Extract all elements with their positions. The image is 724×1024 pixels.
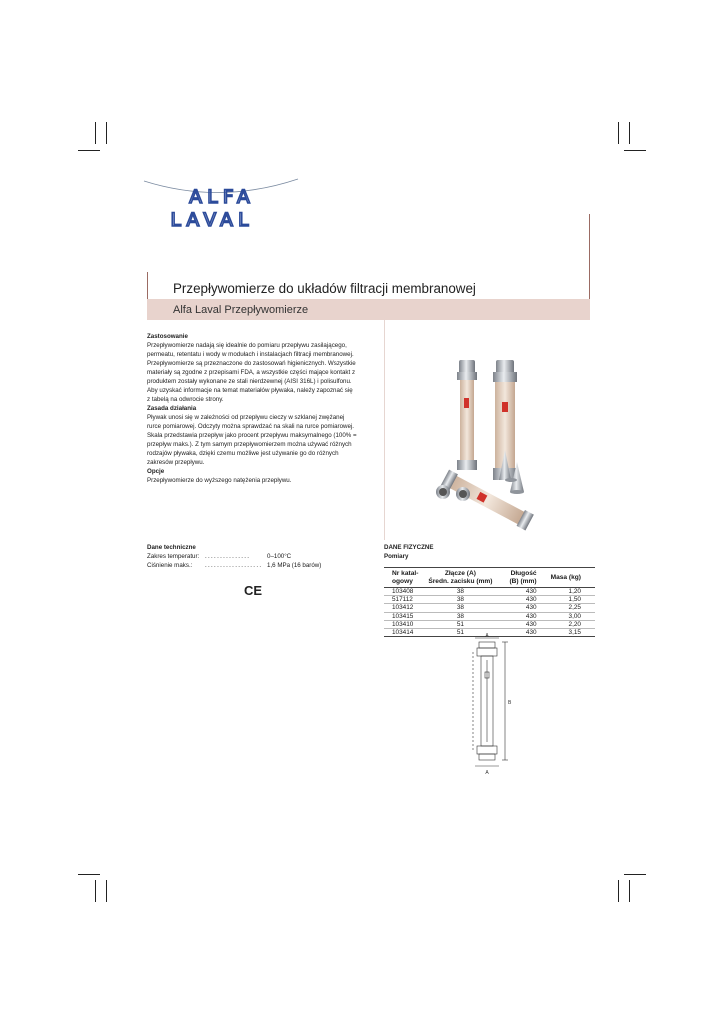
tech-label: Zakres temperatur: bbox=[147, 553, 200, 560]
section-text bbox=[147, 341, 363, 404]
table-row bbox=[384, 612, 595, 620]
cell-mass: 2,20 bbox=[543, 620, 595, 628]
cell-length: 430 bbox=[494, 588, 543, 596]
cell-mass: 1,50 bbox=[543, 596, 595, 604]
cell-clamp: 38 bbox=[427, 612, 494, 620]
crop-mark bbox=[618, 122, 619, 144]
table-row bbox=[384, 588, 595, 596]
section-heading: Zasada działania bbox=[147, 405, 197, 412]
cell-clamp: 51 bbox=[427, 629, 494, 637]
cell-length: 430 bbox=[494, 629, 543, 637]
section-text bbox=[147, 476, 363, 485]
col-header bbox=[543, 568, 595, 588]
crop-mark bbox=[618, 880, 619, 902]
logo-text-laval: LAVAL bbox=[170, 209, 254, 231]
col-header-line: Nr katal- bbox=[392, 570, 419, 577]
cell-mass: 3,00 bbox=[543, 612, 595, 620]
logo-text-alfa: ALFA bbox=[189, 186, 255, 208]
tech-value: 0–100°C bbox=[267, 553, 292, 560]
physical-data-heading bbox=[384, 543, 434, 561]
col-header bbox=[384, 568, 427, 588]
ce-mark: CE bbox=[244, 583, 263, 598]
section-text bbox=[147, 413, 363, 467]
crop-mark bbox=[95, 880, 96, 902]
cell-clamp: 38 bbox=[427, 588, 494, 596]
text-line: produktem zostały wykonane ze stali nierdzewnej (AISI 316L) i polisulfonu. bbox=[147, 378, 352, 385]
text-line: Przepływomierze nadają się idealnie do pomiaru przepływu zasilającego, bbox=[147, 342, 347, 349]
cell-length: 430 bbox=[494, 604, 543, 612]
dimension-drawing bbox=[455, 632, 525, 782]
physical-subheading: Pomiary bbox=[384, 553, 409, 560]
cell-clamp: 38 bbox=[427, 604, 494, 612]
cell-catalog: 103415 bbox=[384, 612, 427, 620]
text-line: Przepływomierze do wyższego natężenia przepływu. bbox=[147, 477, 292, 484]
crop-mark bbox=[106, 122, 107, 144]
text-line: rodzajów pływaka, dzięki czemu możliwe jest używanie go do różnych bbox=[147, 450, 339, 457]
col-header-line: ogowy bbox=[392, 578, 413, 585]
text-line: Aby uzyskać informacje na temat materiałów pływaka, należy zapoznać się bbox=[147, 387, 353, 394]
table-row bbox=[384, 604, 595, 612]
text-line: rurce pomiarowej. Odczyty można sprawdzać na skali na rurce pomiarowej. bbox=[147, 423, 355, 430]
table-row bbox=[384, 596, 595, 604]
cell-catalog: 103412 bbox=[384, 604, 427, 612]
description-column bbox=[147, 332, 363, 485]
section-heading: Opcje bbox=[147, 468, 165, 475]
crop-mark bbox=[78, 150, 100, 151]
crop-mark bbox=[629, 880, 630, 902]
text-line: z tabelą na odwrocie strony. bbox=[147, 396, 224, 403]
col-header-line: Średn. zacisku (mm) bbox=[428, 578, 493, 585]
cell-catalog: 103408 bbox=[384, 588, 427, 596]
col-header-line: Złącze (A) bbox=[444, 570, 476, 577]
table-row bbox=[384, 620, 595, 628]
col-header bbox=[494, 568, 543, 588]
cell-clamp: 51 bbox=[427, 620, 494, 628]
cell-mass: 1,20 bbox=[543, 588, 595, 596]
crop-mark bbox=[624, 874, 646, 875]
text-line: materiały są zgodne z przepisami FDA, a wszystkie części mające kontakt z bbox=[147, 369, 356, 376]
text-line: zakresów przepływu. bbox=[147, 459, 205, 466]
physical-heading: DANE FIZYCZNE bbox=[384, 544, 434, 551]
dim-label-a: A bbox=[485, 770, 489, 776]
text-line: permeatu, retentatu i wody w modułach i instalacjach filtracji membranowej. bbox=[147, 351, 354, 358]
cell-catalog: 103414 bbox=[384, 629, 427, 637]
col-header bbox=[427, 568, 494, 588]
alfa-laval-logo bbox=[140, 175, 305, 235]
technical-data bbox=[147, 543, 367, 570]
cell-length: 430 bbox=[494, 596, 543, 604]
cell-mass: 2,25 bbox=[543, 604, 595, 612]
col-header-line: Masa (kg) bbox=[550, 574, 581, 581]
product-photo bbox=[384, 320, 591, 540]
tech-row bbox=[147, 552, 367, 561]
text-line: Przepływomierze są przeznaczone do zastosowań higienicznych. Wszystkie bbox=[147, 360, 356, 367]
crop-mark bbox=[629, 122, 630, 144]
cell-length: 430 bbox=[494, 620, 543, 628]
flowmeters-illustration bbox=[385, 320, 591, 540]
cell-mass: 3,15 bbox=[543, 629, 595, 637]
tech-label: Ciśnienie maks.: bbox=[147, 562, 193, 569]
text-line: przepływ maks.). Z tym samym przepływomierzem można używać różnych bbox=[147, 441, 352, 448]
crop-mark bbox=[78, 874, 100, 875]
tech-row bbox=[147, 561, 367, 570]
tech-dots: ............... bbox=[205, 553, 251, 560]
dim-label-b: B bbox=[508, 700, 512, 706]
section-heading: Zastosowanie bbox=[147, 333, 188, 340]
page-title: Przepływomierze do układów filtracji membranowej bbox=[173, 281, 476, 296]
page-subtitle: Alfa Laval Przepływomierze bbox=[173, 304, 309, 316]
crop-mark bbox=[95, 122, 96, 144]
tech-value: 1,6 MPa (16 barów) bbox=[267, 562, 322, 569]
tech-dots: ................... bbox=[205, 562, 263, 569]
crop-mark bbox=[106, 880, 107, 902]
table-header-row bbox=[384, 568, 595, 588]
cell-catalog: 103410 bbox=[384, 620, 427, 628]
dim-label-a: A bbox=[485, 633, 489, 639]
cell-clamp: 38 bbox=[427, 596, 494, 604]
text-line: Skala przedstawia przepływ jako procent przepływu maksymalnego (100% = bbox=[147, 432, 357, 439]
tech-heading: Dane techniczne bbox=[147, 544, 196, 551]
cell-length: 430 bbox=[494, 612, 543, 620]
crop-mark bbox=[624, 150, 646, 151]
cell-catalog: 517112 bbox=[384, 596, 427, 604]
col-header-line: (B) (mm) bbox=[509, 578, 537, 585]
dimensions-table bbox=[384, 567, 595, 637]
text-line: Pływak unosi się w zależności od przepływu cieczy w szklanej zwężanej bbox=[147, 414, 345, 421]
col-header-line: Długość bbox=[510, 570, 537, 577]
